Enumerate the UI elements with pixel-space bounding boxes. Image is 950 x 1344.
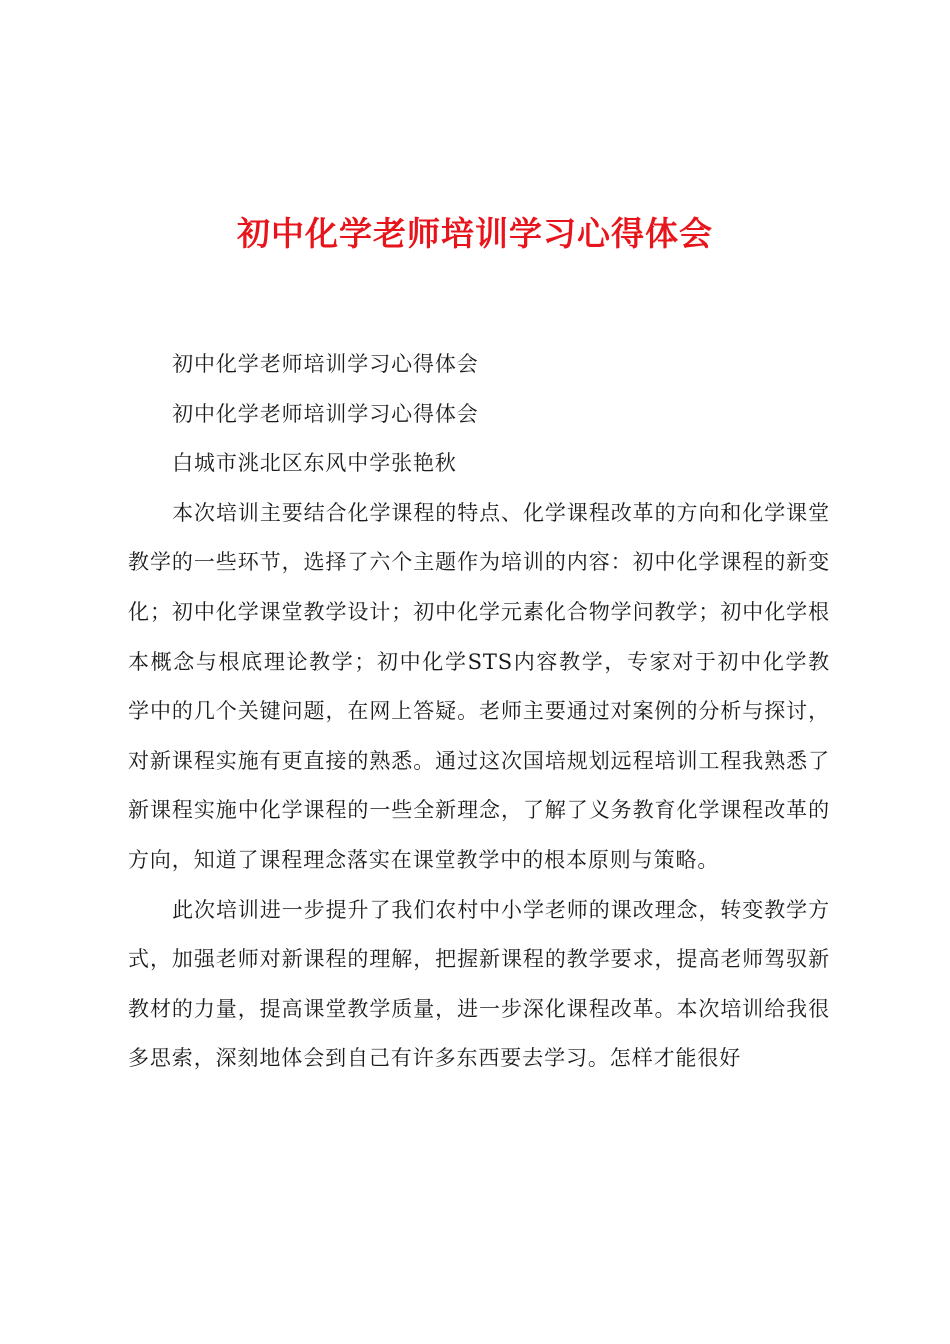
- body-paragraph-2: 此次培训进一步提升了我们农村中小学老师的课改理念，转变教学方式，加强老师对新课程的理解，把握新课程的教学要求，提高老师驾驭新教材的力量，提高课堂教学质量，进一步深化课程改革。本次培训给我很多思索，深刻地体会到自己有许多东西要去学习。怎样才能很好: [128, 897, 830, 1071]
- body-paragraph-1: 本次培训主要结合化学课程的特点、化学课程改革的方向和化学课堂教学的一些环节，选择了六个主题作为培训的内容：初中化学课程的新变化；初中化学课堂教学设计；初中化学元素化合物学问教学；初中化学根本概念与根底理论教学；初中化学STS内容教学，专家对于初中化学教学中的几个关键问题，在网上答疑。老师主要通过对案例的分析与探讨，对新课程实施有更直接的熟悉。通过这次国培规划远程培训工程我熟悉了新课程实施中化学课程的一些全新理念，了解了义务教育化学课程改革的方向，知道了课程理念落实在课堂教学中的根本原则与策略。: [128, 500, 830, 872]
- document-body: [128, 340, 830, 1084]
- document-title: 初中化学老师培训学习心得体会: [237, 214, 713, 253]
- author-line: 白城市洮北区东风中学张艳秋: [172, 451, 457, 476]
- subtitle-line: 初中化学老师培训学习心得体会: [172, 352, 479, 376]
- subtitle-line-repeat: 初中化学老师培训学习心得体会: [172, 401, 479, 426]
